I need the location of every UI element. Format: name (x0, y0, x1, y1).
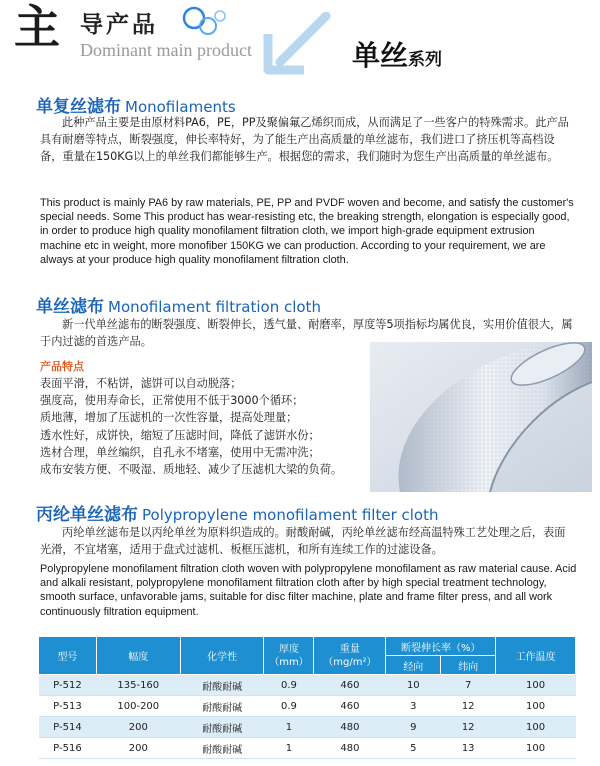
table-row (39, 738, 576, 759)
header-thickness: 厚度 （mm） (264, 637, 314, 675)
cell-weft: 7 (441, 675, 496, 696)
header-chem: 化学性 (180, 637, 264, 675)
header-warp: 经向 (386, 656, 441, 675)
section-title-filtration-cloth (36, 292, 321, 317)
cell-model: P-513 (39, 696, 97, 717)
cell-chem: 耐酸耐碱 (180, 696, 264, 717)
cell-chem: 耐酸耐碱 (180, 717, 264, 738)
spec-table (38, 636, 576, 759)
header-temp: 工作温度 (496, 637, 576, 675)
cell-width: 200 (96, 738, 180, 759)
header-width: 幅度 (96, 637, 180, 675)
feature-item: 质地薄，增加了压滤机的一次性容量，提高处理量； (40, 411, 298, 425)
filter-cloth-photo (370, 342, 592, 492)
header-elongation: 断裂伸长率（%） (386, 637, 496, 656)
cell-weight: 480 (314, 738, 386, 759)
section-title-cn: 单复丝滤布 (36, 97, 121, 117)
feature-item: 强度高，使用寿命长，正常使用不低于3000个循环； (40, 394, 304, 408)
header-weft: 纬向 (441, 656, 496, 675)
cell-model: P-514 (39, 717, 97, 738)
features-title: 产品特点 (40, 360, 84, 373)
section-title-cn: 丙纶单丝滤布 (36, 505, 138, 525)
cell-model: P-516 (39, 738, 97, 759)
section-title-polypropylene (36, 500, 438, 525)
cell-thickness: 1 (264, 738, 314, 759)
table-row (39, 675, 576, 696)
cell-thickness: 0.9 (264, 675, 314, 696)
cell-warp: 9 (386, 717, 441, 738)
cell-thickness: 0.9 (264, 696, 314, 717)
section-1-en-text: This product is mainly PA6 by raw materials, PE, PP and PVDF woven and become, and satisfy the customer's special needs. Some This product has wear-resisting etc, the breaking strength, elongation is especially good, in order to produce high quality monofilament filtration cloth, we import high-grade equipment extrusion machine etc in weight, more monofiber 150KG we can production. According to your requirement, we are always at your produce high quality monofilament filtration cloth. (40, 197, 574, 266)
cell-thickness: 1 (264, 717, 314, 738)
cell-warp: 10 (386, 675, 441, 696)
cell-model: P-512 (39, 675, 97, 696)
header-main-char: 主 (14, 0, 60, 54)
page-header (0, 0, 600, 84)
header-subtitle: Dominant main product (80, 40, 252, 60)
cell-weight: 460 (314, 675, 386, 696)
section-3-en-text: Polypropylene monofilament filtration cloth woven with polypropylene monofilament as raw material cause. Acid and alkali resistant, polypropylene monofilament filtration cloth after by high special treatment technology, smooth surface, unfavorable jams, suitable for disc filter machine, plate and frame filter press, and all work continuously filtration equipment. (40, 563, 577, 618)
cell-width: 100-200 (96, 696, 180, 717)
cell-width: 135-160 (96, 675, 180, 696)
cell-weight: 460 (314, 696, 386, 717)
cell-weft: 12 (441, 717, 496, 738)
features-list (40, 375, 342, 478)
header-weight: 重量 （mg/m²） (314, 637, 386, 675)
section-title-cn: 单丝滤布 (36, 297, 104, 317)
series-title-suffix: 系列 (408, 50, 443, 70)
table-row (39, 696, 576, 717)
cell-temp: 100 (496, 717, 576, 738)
section-1-cn-text: 此种产品主要是由原材料PA6，PE，PP及聚偏氟乙烯织而成，从而满足了一些客户的特殊需求。此产品具有耐磨等特点，断裂强度，伸长率特好，为了能生产出高质量的单丝滤布，我们进口了挤压机等高档设备，重量在150KG以上的单丝我们都能够生产。根据您的需求，我们随时为您生产出高质量的单丝滤布。 (40, 116, 569, 163)
series-title (352, 34, 442, 74)
feature-item: 选材合理，单丝编织，自孔永不堵塞，使用中无需冲洗； (40, 445, 320, 459)
cell-weft: 12 (441, 696, 496, 717)
feature-item: 透水性好，成饼快，缩短了压滤时间，降低了滤饼水份； (40, 428, 320, 442)
cell-chem: 耐酸耐碱 (180, 675, 264, 696)
section-title-en: Monofilament filtration cloth (108, 298, 321, 316)
arrow-icon (262, 12, 332, 76)
cell-weight: 480 (314, 717, 386, 738)
feature-item: 成布安装方便、不吸湿、质地轻、减少了压滤机大梁的负荷。 (40, 463, 343, 477)
feature-item: 表面平滑，不粘饼，滤饼可以自动脱落； (40, 377, 242, 390)
section-2-cn-text: 新一代单丝滤布的断裂强度、断裂伸长，透气量、耐磨率，厚度等5项指标均属优良，实用价值很大，属于内过滤的首选产品。 (40, 318, 573, 348)
cell-warp: 5 (386, 738, 441, 759)
table-row (39, 717, 576, 738)
section-title-en: Polypropylene monofilament filter cloth (142, 506, 439, 524)
header-model: 型号 (39, 637, 97, 675)
circles-icon (180, 4, 230, 42)
cell-warp: 3 (386, 696, 441, 717)
cell-temp: 100 (496, 675, 576, 696)
cell-chem: 耐酸耐碱 (180, 738, 264, 759)
series-title-main: 单丝 (352, 39, 409, 72)
section-3-cn-text: 丙纶单丝滤布是以丙纶单丝为原料织造成的。耐酸耐碱，丙纶单丝滤布经高温特殊工艺处理之后，表面光滑，不宜堵塞，适用于盘式过滤机、板框压滤机，和所有连续工作的过滤设备。 (40, 526, 566, 556)
section-title-en: Monofilaments (125, 98, 236, 116)
cell-temp: 100 (496, 696, 576, 717)
cell-temp: 100 (496, 738, 576, 759)
cell-width: 200 (96, 717, 180, 738)
cell-weft: 13 (441, 738, 496, 759)
header-title: 导产品 (80, 11, 158, 38)
